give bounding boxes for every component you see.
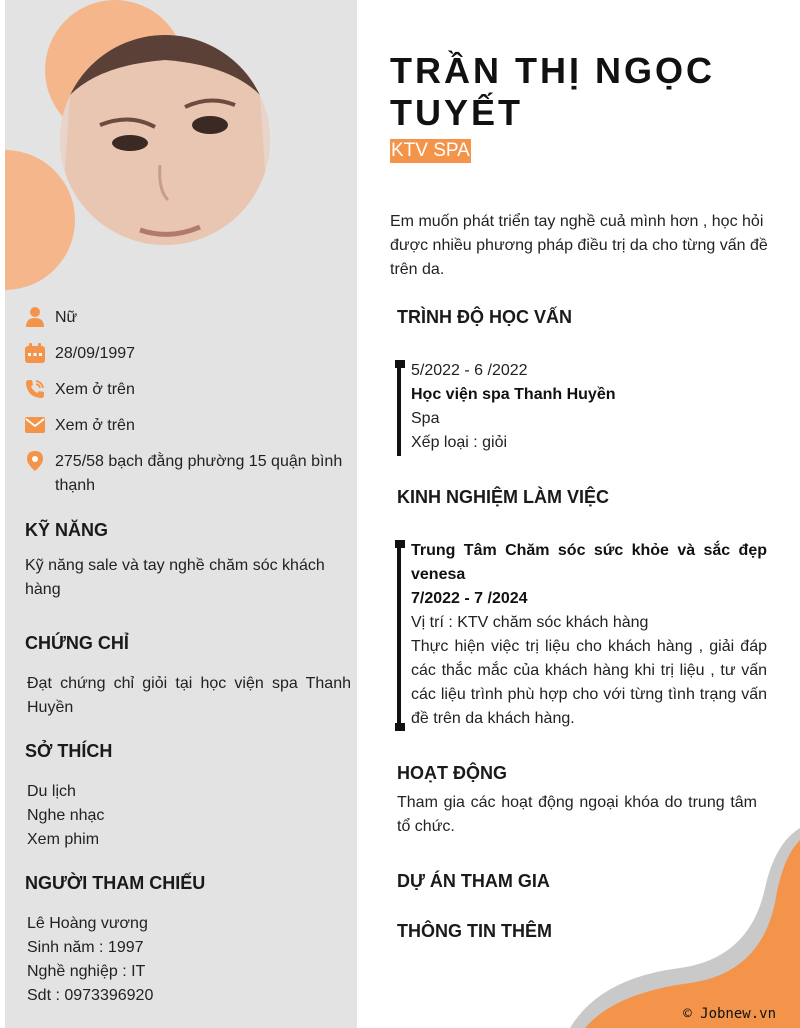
birthday-value: 28/09/1997 [55,345,136,362]
experience-description: Thực hiện việc trị liệu cho khách hàng , giải đáp các thắc mắc của khách hàng khi trị liệu , tư vấn các liệu trình phù hợp cho với từng tình trạng vấn đề trên da khách hàng. [411,638,767,727]
education-title: TRÌNH ĐỘ HỌC VẤN [397,307,572,327]
mail-icon [24,414,46,436]
career-objective: Em muốn phát triển tay nghề cuả mình hơn , học hỏi được nhiều phương pháp điều trị da cho từng vấn đề trên da. [390,213,768,278]
references-title: NGƯỜI THAM CHIẾU [25,873,206,893]
experience-company: Trung Tâm Chăm sóc sức khỏe và sắc đẹp venesa [411,542,767,583]
certificates-title: CHỨNG CHỈ [25,633,129,653]
phone-icon [24,378,46,400]
certificates-text: Đạt chứng chỉ giỏi tại học viện spa Thanh Huyền [27,675,351,716]
education-school: Học viện spa Thanh Huyền [411,386,616,403]
address-value: 275/58 bạch đằng phường 15 quận bình thạnh [55,453,343,494]
skills-title: KỸ NĂNG [25,520,109,540]
job-title-badge: KTV SPA [391,140,470,161]
location-pin-icon [24,450,46,472]
hobby-item: Nghe nhạc [27,807,105,824]
reference-item: Lê Hoàng vương [27,915,148,932]
contact-address [24,450,344,498]
reference-item: Sdt : 0973396920 [27,987,154,1004]
reference-item: Sinh năm : 1997 [27,939,144,956]
experience-title: KINH NGHIỆM LÀM VIỆC [397,487,610,507]
candidate-name [390,50,770,134]
education-grade: Xếp loại : giỏi [411,434,508,451]
contact-birthday [24,342,344,366]
experience-position: Vị trí : KTV chăm sóc khách hàng [411,614,649,631]
contact-phone [24,378,344,402]
activities-text: Tham gia các hoạt động ngoại khóa do trung tâm tổ chức. [397,794,757,835]
projects-title: DỰ ÁN THAM GIA [397,871,550,891]
contact-gender [24,306,344,330]
experience-period: 7/2022 - 7 /2024 [411,590,528,607]
education-timeline-bar [395,360,401,456]
name-line-2: TUYẾT [390,92,524,133]
avatar [60,35,270,245]
skills-text: Kỹ năng sale và tay nghề chăm sóc khách hàng [25,557,325,598]
education-period: 5/2022 - 6 /2022 [411,362,528,379]
phone-value: Xem ở trên [55,381,135,398]
calendar-icon [24,342,46,364]
references-list [27,912,357,1008]
education-entry [411,359,767,455]
activities-title: HOẠT ĐỘNG [397,763,507,783]
experience-timeline-bar [395,540,401,731]
hobby-item: Xem phim [27,831,100,848]
contact-email [24,414,344,438]
email-value: Xem ở trên [55,417,135,434]
corner-decoration [540,828,800,1028]
education-major: Spa [411,410,440,427]
gender-value: Nữ [55,309,78,326]
contact-list [24,306,344,510]
more-info-title: THÔNG TIN THÊM [397,921,552,941]
person-icon [24,306,46,328]
reference-item: Nghề nghiệp : IT [27,963,146,980]
name-line-1: TRẦN THỊ NGỌC [390,50,715,91]
footer-brand[interactable]: © Jobnew.vn [683,1006,776,1022]
hobbies-list [27,780,357,852]
hobbies-title: SỞ THÍCH [25,741,113,761]
hobby-item: Du lịch [27,783,76,800]
experience-entry [411,539,767,731]
